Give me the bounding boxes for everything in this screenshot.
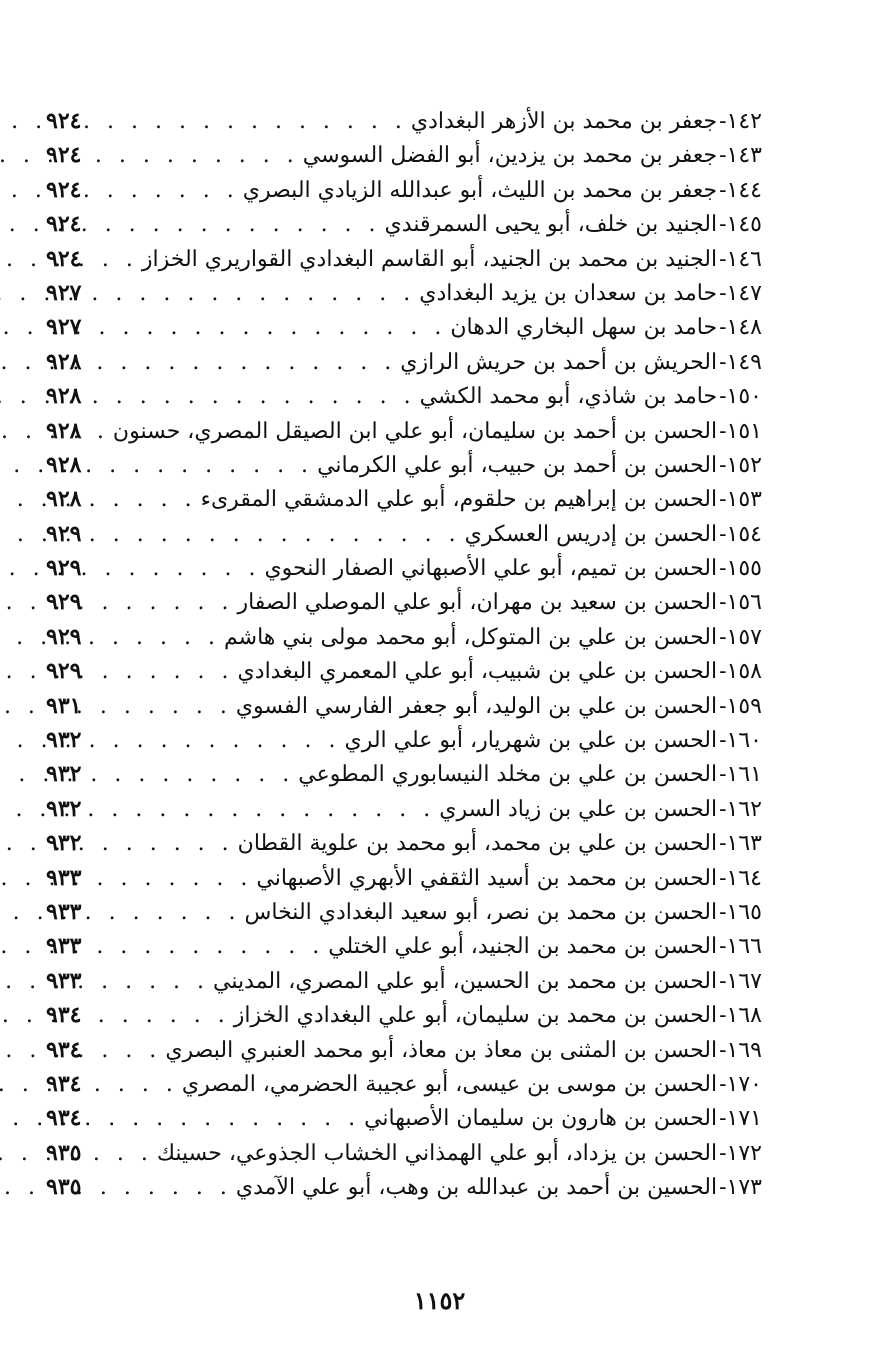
entry-page-number: ٩٢٨ [46,417,82,444]
entry-title: الحسين بن أحمد بن عبدالله بن وهب، أبو علي الآمدي [235,1175,718,1201]
dot-leader [81,862,256,896]
entry-page-number: ٩٣٥ [46,1174,82,1201]
dot-leader [81,518,464,552]
toc-entry [40,929,762,963]
toc-entry [40,138,762,172]
entry-page-number: ٩٣٣ [46,933,82,960]
entry-number: ١٤٧- [719,280,762,306]
entry-number: ١٧٠- [719,1071,762,1097]
entry-title: الحسن بن علي بن شبيب، أبو علي المعمري البغدادي [237,659,718,685]
entry-title: جعفر بن محمد بن يزدين، أبو الفضل السوسي [302,143,718,169]
entry-page-number: ٩٣٣ [46,864,82,891]
toc-entry [40,792,762,826]
entry-title: الحسن بن محمد بن نصر، أبو سعيد البغدادي النخاس [244,899,718,925]
toc-entry [40,654,762,688]
toc-entry [40,104,762,138]
entry-number: ١٦١- [719,762,762,788]
entry-number: ١٤٣- [719,143,762,169]
toc-entry [40,379,762,413]
toc-entry [40,345,762,379]
entry-title: الحسن بن علي بن محمد، أبو محمد بن علوية القطان [237,831,718,857]
toc-entry [40,895,762,929]
dot-leader [81,586,237,620]
entry-number: ١٦٢- [719,796,762,822]
entry-title: الحسن بن موسى بن عيسى، أبو عجيبة الحضرمي، المصري [181,1071,718,1097]
dot-leader [81,1102,364,1136]
entry-number: ١٦٠- [719,728,762,754]
dot-leader [81,793,439,827]
entry-title: الحسن بن أحمد بن حبيب، أبو علي الكرماني [317,452,718,478]
entry-page-number: ٩٢٩ [46,623,82,650]
dot-leader [81,690,235,724]
dot-leader [81,277,419,311]
entry-number: ١٧١- [719,1106,762,1132]
dot-leader [81,1034,165,1068]
dot-leader [81,965,213,999]
entry-page-number: ٩٢٨ [46,383,82,410]
entry-title: الحسن بن علي بن شهريار، أبو علي الري [344,728,718,754]
toc-entry [40,1067,762,1101]
entry-page-number: ٩٣٤ [46,1105,82,1132]
dot-leader [81,346,400,380]
entry-title: الحسن بن يزداد، أبو علي الهمذاني الخشاب الجذوعي، حسينك [156,1140,718,1166]
toc-entry [40,620,762,654]
entry-number: ١٦٥- [719,899,762,925]
entry-number: ١٥٨- [719,659,762,685]
entry-title: حامد بن شاذي، أبو محمد الكشي [419,384,718,410]
entry-title: حامد بن سعدان بن يزيد البغدادي [419,280,718,306]
dot-leader [81,827,237,861]
entry-title: جعفر بن محمد بن الأزهر البغدادي [410,109,718,134]
entry-number: ١٤٨- [719,315,762,341]
entry-page-number: ٩٢٩ [46,520,82,547]
entry-page-number: ٩٢٨ [46,348,82,375]
dot-leader [81,139,302,173]
dot-leader [81,208,384,242]
entry-title: الحسن بن علي بن زياد السري [439,796,718,822]
toc-entry [40,826,762,860]
entry-number: ١٦٣- [719,831,762,857]
entry-number: ١٥٢- [719,452,762,478]
dot-leader [81,1171,235,1205]
entry-number: ١٦٤- [719,865,762,891]
toc-entry [40,689,762,723]
dot-leader [81,930,328,964]
entry-number: ١٦٧- [719,968,762,994]
entry-number: ١٥٣- [719,487,762,513]
entry-page-number: ٩٣٥ [46,1139,82,1166]
toc-entry [40,448,762,482]
toc-entry [40,173,762,207]
entry-title: الحسن بن علي بن الوليد، أبو جعفر الفارسي الفسوي [235,693,718,719]
entry-page-number: ٩٢٤ [46,245,82,272]
entry-number: ١٥٦- [719,590,762,616]
entry-number: ١٥٠- [719,384,762,410]
dot-leader [81,552,264,586]
entry-page-number: ٩٢٩ [46,658,82,685]
entry-title: جعفر بن محمد بن الليث، أبو عبدالله الزيادي البصري [242,177,718,203]
dot-leader [81,449,317,483]
entry-number: ١٥٤- [719,521,762,547]
toc-entry [40,482,762,516]
entry-page-number: ٩٣٤ [46,1070,82,1097]
dot-leader [81,896,244,930]
toc-entry [40,551,762,585]
entry-title: الحسن بن محمد بن الحسين، أبو علي المصري، المديني [213,968,718,994]
entry-number: ١٤٩- [719,349,762,375]
entry-title: الجنيد بن محمد بن الجنيد، أبو القاسم البغدادي القواريري الخزاز [141,246,718,272]
entry-title: الحسن بن علي بن مخلد النيسابوري المطوعي [298,762,718,788]
entry-number: ١٥٥- [719,556,762,582]
toc-entry [40,861,762,895]
dot-leader [81,174,242,208]
toc-entry [40,1101,762,1135]
entry-page-number: ٩٣٤ [46,1002,82,1029]
page-number: ١١٥٢ [413,1286,466,1315]
dot-leader [81,1068,181,1102]
toc-entry [40,310,762,344]
dot-leader [81,415,112,449]
entry-title: الحسن بن سعيد بن مهران، أبو علي الموصلي الصفار [237,590,718,616]
entry-page-number: ٩٣٤ [46,1036,82,1063]
table-of-contents [40,104,762,1205]
dot-leader [81,380,419,414]
entry-number: ١٦٦- [719,934,762,960]
dot-leader [81,243,141,277]
dot-leader [81,483,200,517]
toc-entry [40,998,762,1032]
entry-number: ١٦٨- [719,1003,762,1029]
entry-title: الجنيد بن خلف، أبو يحيى السمرقندي [384,212,718,238]
toc-entry [40,585,762,619]
entry-page-number: ٩٢٩ [46,555,82,582]
entry-page-number: ٩٣٣ [46,967,82,994]
toc-entry [40,964,762,998]
entry-number: ١٥١- [719,418,762,444]
dot-leader [81,655,237,689]
entry-number: ١٧٣- [719,1175,762,1201]
toc-entry [40,757,762,791]
entry-number: ١٥٧- [719,624,762,650]
entry-title: الحسن بن علي بن المتوكل، أبو محمد مولى بني هاشم [224,624,718,650]
toc-entry [40,207,762,241]
dot-leader [81,724,344,758]
entry-title: الحسن بن إبراهيم بن حلقوم، أبو علي الدمشقي المقرىء [200,487,718,513]
toc-entry [40,1170,762,1204]
entry-title: الحسن بن إدريس العسكري [464,521,718,547]
entry-page-number: ٩٣٢ [46,727,82,754]
entry-number: ١٤٥- [719,212,762,238]
entry-title: الحسن بن محمد بن الجنيد، أبو علي الختلي [328,934,718,960]
entry-page-number: ٩٣٢ [46,761,82,788]
entry-page-number: ٩٣٢ [46,795,82,822]
dot-leader [81,105,410,139]
toc-entry [40,723,762,757]
entry-page-number: ٩٢٧ [46,279,82,306]
entry-title: الحريش بن أحمد بن حريش الرازي [400,349,718,375]
entry-title: الحسن بن محمد بن أسيد الثقفي الأبهري الأصبهاني [256,865,718,891]
entry-page-number: ٩٣٣ [46,898,82,925]
entry-title: حامد بن سهل البخاري الدهان [450,315,718,341]
entry-number: ١٤٤- [719,177,762,203]
entry-number: ١٦٩- [719,1037,762,1063]
entry-number: ١٧٢- [719,1140,762,1166]
entry-page-number: ٩٢٤ [46,211,82,238]
entry-page-number: ٩٣٢ [46,830,82,857]
entry-number: ١٥٩- [719,693,762,719]
toc-entry [40,1033,762,1067]
toc-entry [40,517,762,551]
entry-number: ١٤٦- [719,246,762,272]
entry-page-number: ٩٣١ [46,692,82,719]
toc-entry [40,276,762,310]
dot-leader [81,758,298,792]
dot-leader [81,999,233,1033]
entry-number: ١٤٢- [719,109,762,134]
entry-title: الحسن بن محمد بن سليمان، أبو علي البغدادي الخزاز [233,1003,718,1029]
toc-entry [40,414,762,448]
dot-leader [81,311,450,345]
entry-title: الحسن بن أحمد بن سليمان، أبو علي ابن الصيقل المصري، حسنون [112,418,718,444]
entry-title: الحسن بن المثنى بن معاذ بن معاذ، أبو محمد العنبري البصري [165,1037,718,1063]
toc-entry [40,242,762,276]
toc-entry [40,1136,762,1170]
entry-title: الحسن بن هارون بن سليمان الأصبهاني [364,1106,718,1132]
entry-title: الحسن بن تميم، أبو علي الأصبهاني الصفار النحوي [264,556,718,582]
entry-page-number: ٩٢٨ [46,451,82,478]
entry-page-number: ٩٢٨ [46,486,82,513]
dot-leader [81,1137,156,1171]
dot-leader [81,621,224,655]
entry-page-number: ٩٢٧ [46,314,82,341]
entry-page-number: ٩٢٩ [46,589,82,616]
entry-page-number: ٩٢٤ [46,176,82,203]
entry-page-number: ٩٢٤ [46,142,82,169]
entry-page-number: ٩٢٤ [46,108,82,134]
